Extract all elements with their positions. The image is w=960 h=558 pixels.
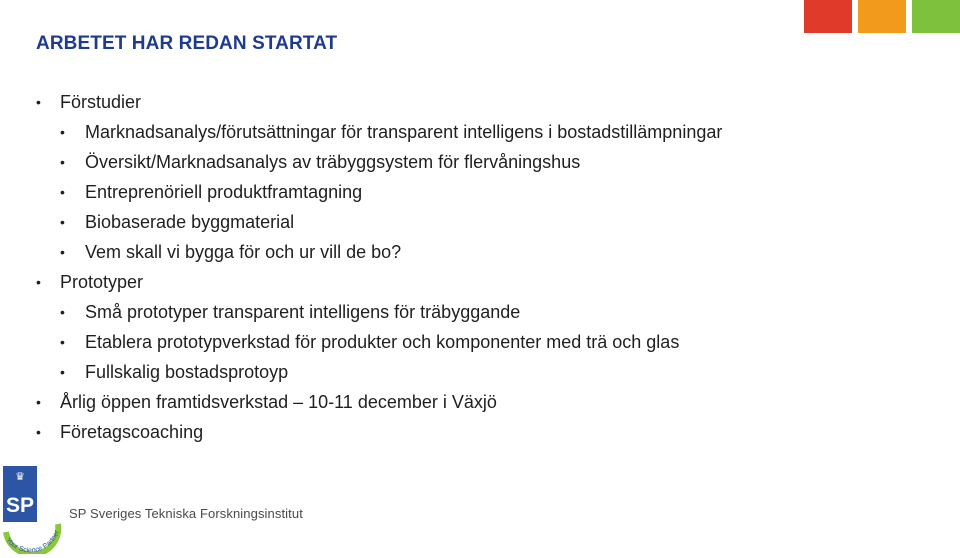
sub-bullet-item	[36, 300, 722, 330]
slide-title: ARBETET HAR REDAN STARTAT	[36, 33, 338, 54]
bullet-icon: •	[60, 154, 65, 170]
bullet-icon: •	[60, 244, 65, 260]
bullet-text: Etablera prototypverkstad för produkter och komponenter med trä och glas	[85, 332, 680, 352]
bullet-text: Marknadsanalys/förutsättningar för transparent intelligens i bostadstillämpningar	[85, 122, 723, 142]
bullet-list	[36, 90, 722, 450]
bullet-item	[36, 270, 722, 300]
sp-logo	[0, 466, 62, 554]
bullet-text: Prototyper	[60, 272, 144, 292]
logo-tagline: Your Science Partner	[4, 529, 61, 554]
bullet-text: Företagscoaching	[60, 422, 204, 442]
bullet-text: Biobaserade byggmaterial	[85, 212, 295, 232]
bullet-icon: •	[36, 394, 41, 410]
color-bar	[798, 0, 960, 33]
bullet-text: Fullskalig bostadsprotoyp	[85, 362, 289, 382]
bullet-item	[36, 390, 722, 420]
bullet-icon: •	[60, 304, 65, 320]
crown-icon: ♛	[15, 470, 25, 483]
bullet-icon: •	[36, 424, 41, 440]
bullet-text: Vem skall vi bygga för och ur vill de bo?	[85, 242, 402, 262]
logo-text: SP	[5, 494, 35, 517]
bullet-icon: •	[60, 334, 65, 350]
sub-bullet-item	[36, 330, 722, 360]
bullet-icon: •	[36, 274, 41, 290]
bullet-text: Små prototyper transparent intelligens för träbyggande	[85, 302, 521, 322]
bullet-icon: •	[36, 94, 41, 110]
sub-bullet-item	[36, 180, 722, 210]
bullet-text: Förstudier	[60, 92, 142, 112]
sub-bullet-item	[36, 240, 722, 270]
sub-bullet-item	[36, 360, 722, 390]
green-swatch	[912, 0, 960, 33]
sub-bullet-item	[36, 210, 722, 240]
bullet-icon: •	[60, 124, 65, 140]
bullet-text: Översikt/Marknadsanalys av träbyggsystem för flervåningshus	[85, 152, 581, 172]
orange-swatch	[858, 0, 906, 33]
sub-bullet-item	[36, 150, 722, 180]
bullet-icon: •	[60, 214, 65, 230]
org-name: SP Sveriges Tekniska Forskningsinstitut	[69, 506, 303, 521]
bullet-icon: •	[60, 364, 65, 380]
sub-bullet-item	[36, 120, 722, 150]
bullet-item	[36, 420, 722, 450]
bullet-text: Årlig öppen framtidsverkstad – 10-11 december i Växjö	[60, 392, 497, 412]
bullet-icon: •	[60, 184, 65, 200]
red-swatch	[804, 0, 852, 33]
bullet-item	[36, 90, 722, 120]
bullet-text: Entreprenöriell produktframtagning	[85, 182, 363, 202]
